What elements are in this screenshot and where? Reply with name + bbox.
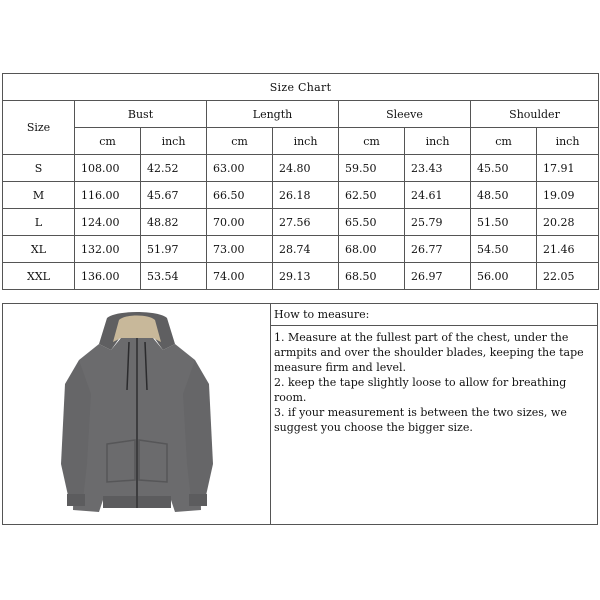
value-cell: 20.28 <box>537 209 599 236</box>
unit-header: cm <box>339 128 405 155</box>
value-cell: 70.00 <box>207 209 273 236</box>
measure-heading: How to measure: <box>271 304 597 326</box>
table-title: Size Chart <box>3 74 599 101</box>
group-header-sleeve: Sleeve <box>339 101 471 128</box>
unit-header: cm <box>207 128 273 155</box>
table-row <box>3 263 599 290</box>
value-cell: 27.56 <box>273 209 339 236</box>
group-header-bust: Bust <box>75 101 207 128</box>
value-cell: 26.18 <box>273 182 339 209</box>
value-cell: 124.00 <box>75 209 141 236</box>
value-cell: 45.67 <box>141 182 207 209</box>
value-cell: 24.61 <box>405 182 471 209</box>
value-cell: 25.79 <box>405 209 471 236</box>
table-row <box>3 155 599 182</box>
value-cell: 24.80 <box>273 155 339 182</box>
value-cell: 51.97 <box>141 236 207 263</box>
size-label-cell: XL <box>3 236 75 263</box>
title-row <box>3 74 599 101</box>
value-cell: 136.00 <box>75 263 141 290</box>
unit-header: inch <box>537 128 599 155</box>
unit-header: inch <box>141 128 207 155</box>
measure-step: 1. Measure at the fullest part of the chest, under the armpits and over the shoulder blades, keeping the tape measure firm and level. <box>274 331 584 374</box>
value-cell: 56.00 <box>471 263 537 290</box>
size-chart-table <box>2 73 599 290</box>
value-cell: 108.00 <box>75 155 141 182</box>
value-cell: 132.00 <box>75 236 141 263</box>
product-image <box>3 304 271 524</box>
table-row <box>3 182 599 209</box>
value-cell: 48.50 <box>471 182 537 209</box>
size-label-cell: M <box>3 182 75 209</box>
measurement-guide <box>271 304 597 524</box>
measure-step: 3. if your measurement is between the two sizes, we suggest you choose the bigger size. <box>274 406 567 434</box>
value-cell: 68.50 <box>339 263 405 290</box>
value-cell: 53.54 <box>141 263 207 290</box>
size-label-cell: S <box>3 155 75 182</box>
size-label-cell: XXL <box>3 263 75 290</box>
table-row <box>3 236 599 263</box>
group-header-shoulder: Shoulder <box>471 101 599 128</box>
value-cell: 62.50 <box>339 182 405 209</box>
value-cell: 54.50 <box>471 236 537 263</box>
value-cell: 51.50 <box>471 209 537 236</box>
unit-header: inch <box>273 128 339 155</box>
value-cell: 48.82 <box>141 209 207 236</box>
value-cell: 26.97 <box>405 263 471 290</box>
unit-header-row <box>3 128 599 155</box>
value-cell: 29.13 <box>273 263 339 290</box>
unit-header: inch <box>405 128 471 155</box>
value-cell: 17.91 <box>537 155 599 182</box>
unit-header: cm <box>75 128 141 155</box>
value-cell: 68.00 <box>339 236 405 263</box>
group-header-row <box>3 101 599 128</box>
unit-header: cm <box>471 128 537 155</box>
value-cell: 73.00 <box>207 236 273 263</box>
value-cell: 63.00 <box>207 155 273 182</box>
value-cell: 116.00 <box>75 182 141 209</box>
gray-zip-hoodie-image <box>3 304 269 524</box>
table-row <box>3 209 599 236</box>
measure-steps <box>271 326 597 435</box>
value-cell: 65.50 <box>339 209 405 236</box>
group-header-length: Length <box>207 101 339 128</box>
value-cell: 19.09 <box>537 182 599 209</box>
value-cell: 59.50 <box>339 155 405 182</box>
value-cell: 42.52 <box>141 155 207 182</box>
size-column-header: Size <box>3 101 75 155</box>
value-cell: 28.74 <box>273 236 339 263</box>
value-cell: 66.50 <box>207 182 273 209</box>
size-label-cell: L <box>3 209 75 236</box>
bottom-panel <box>2 303 598 525</box>
measure-step: 2. keep the tape slightly loose to allow for breathing room. <box>274 376 567 404</box>
value-cell: 23.43 <box>405 155 471 182</box>
value-cell: 45.50 <box>471 155 537 182</box>
value-cell: 21.46 <box>537 236 599 263</box>
value-cell: 22.05 <box>537 263 599 290</box>
value-cell: 74.00 <box>207 263 273 290</box>
value-cell: 26.77 <box>405 236 471 263</box>
